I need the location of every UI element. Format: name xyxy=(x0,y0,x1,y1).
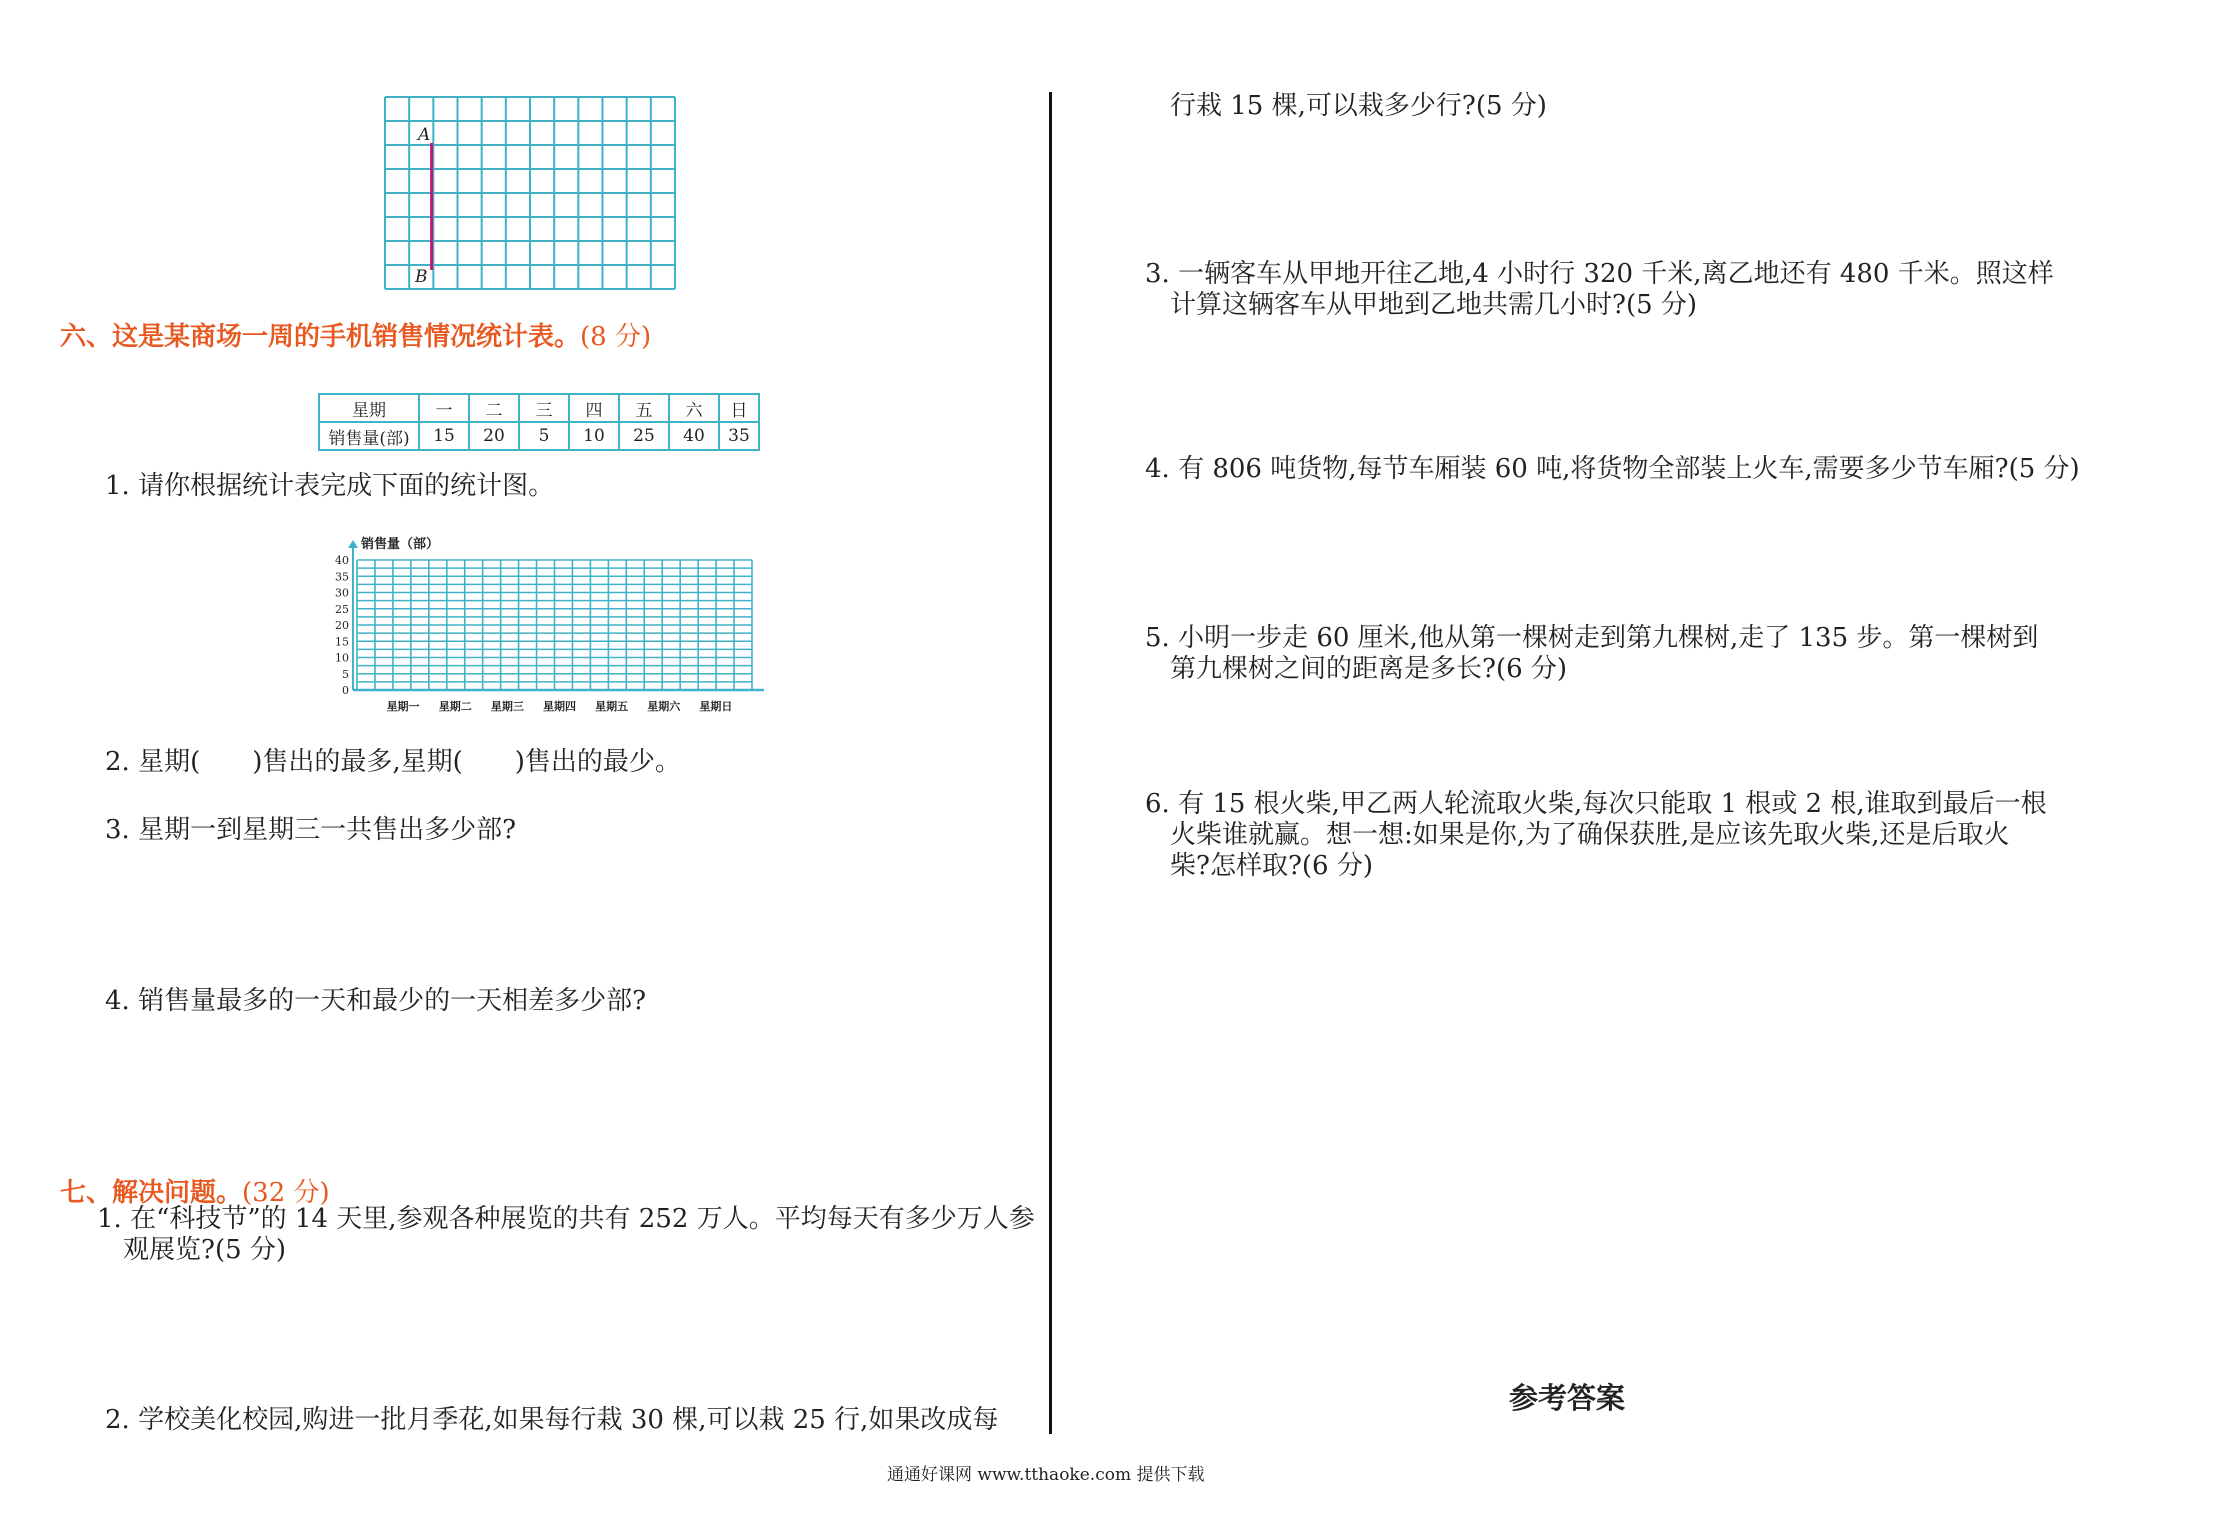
x-tick-label: 星期二 xyxy=(438,700,472,713)
section-6-score: (8 分) xyxy=(580,322,652,352)
table-value: 5 xyxy=(519,422,569,450)
section-7-q6-line3: 柴?怎样取?(6 分) xyxy=(1170,851,1373,881)
table-value: 40 xyxy=(669,422,719,450)
section-7-title: 七、解决问题。 xyxy=(60,1178,243,1208)
x-tick-label: 星期六 xyxy=(647,700,681,713)
x-tick-label: 星期五 xyxy=(595,700,629,713)
table-value: 25 xyxy=(619,422,669,450)
point-a-label: A xyxy=(418,125,431,145)
section-7-q1-line1: 1. 在“科技节”的 14 天里,参观各种展览的共有 252 万人。平均每天有多少万人参 xyxy=(97,1204,1035,1234)
y-tick-label: 30 xyxy=(335,586,349,600)
section-6-title: 六、这是某商场一周的手机销售情况统计表。 xyxy=(60,322,581,352)
section-6-q1: 1. 请你根据统计表完成下面的统计图。 xyxy=(105,471,555,501)
table-value: 10 xyxy=(569,422,619,450)
column-divider xyxy=(1049,92,1052,1434)
section-7-q5-line2: 第九棵树之间的距离是多长?(6 分) xyxy=(1170,654,1568,684)
table-day: 二 xyxy=(469,394,519,422)
section-6-q2: 2. 星期( )售出的最多,星期( )售出的最少。 xyxy=(105,747,681,777)
section-7-q2-line1: 2. 学校美化校园,购进一批月季花,如果每行栽 30 棵,可以栽 25 行,如果改成每 xyxy=(105,1405,999,1435)
table-day: 六 xyxy=(669,394,719,422)
x-tick-label: 星期一 xyxy=(386,700,420,713)
point-b-label: B xyxy=(415,267,428,287)
section-7-q2-line2: 行栽 15 棵,可以栽多少行?(5 分) xyxy=(1170,91,1547,121)
table-value-row xyxy=(319,422,759,450)
y-tick-label: 15 xyxy=(335,635,349,649)
y-tick-label: 5 xyxy=(342,667,349,681)
y-tick-label: 10 xyxy=(335,651,349,665)
section-7-q6-line1: 6. 有 15 根火柴,甲乙两人轮流取火柴,每次只能取 1 根或 2 根,谁取到最后一根 xyxy=(1145,789,2047,819)
answer-key-title: 参考答案 xyxy=(1509,1381,1626,1415)
y-axis-arrow-icon xyxy=(348,540,358,548)
y-tick-label: 20 xyxy=(335,619,349,632)
y-tick-label: 35 xyxy=(335,570,349,584)
table-day: 日 xyxy=(719,394,759,422)
table-day: 五 xyxy=(619,394,669,422)
y-tick-label: 0 xyxy=(342,684,349,697)
table-row-label: 销售量(部) xyxy=(319,422,419,450)
sales-bar-chart xyxy=(315,530,775,714)
y-axis-label: 销售量（部） xyxy=(361,537,440,552)
table-value: 15 xyxy=(419,422,469,450)
x-tick-label: 星期三 xyxy=(490,700,524,713)
y-tick-label: 25 xyxy=(335,602,349,616)
section-7-q3-line1: 3. 一辆客车从甲地开往乙地,4 小时行 320 千米,离乙地还有 480 千米。照这样 xyxy=(1145,259,2054,289)
footer-source: 通通好课网 www.tthaoke.com 提供下载 xyxy=(887,1465,1205,1485)
section-6-heading xyxy=(60,316,651,353)
table-day: 四 xyxy=(569,394,619,422)
sales-table xyxy=(318,393,760,451)
section-6-q3: 3. 星期一到星期三一共售出多少部? xyxy=(105,815,517,845)
x-tick-label: 星期四 xyxy=(543,700,576,713)
x-tick-label: 星期日 xyxy=(699,700,733,713)
table-value: 20 xyxy=(469,422,519,450)
table-header-row xyxy=(319,394,759,422)
section-7-q1-line2: 观展览?(5 分) xyxy=(123,1235,287,1265)
section-7-q4: 4. 有 806 吨货物,每节车厢装 60 吨,将货物全部装上火车,需要多少节车厢?(5 分) xyxy=(1145,454,2080,484)
section-6-q4: 4. 销售量最多的一天和最少的一天相差多少部? xyxy=(105,986,647,1016)
y-tick-label: 40 xyxy=(335,554,349,567)
table-day: 三 xyxy=(519,394,569,422)
section-7-q3-line2: 计算这辆客车从甲地到乙地共需几小时?(5 分) xyxy=(1170,290,1698,320)
table-header-label: 星期 xyxy=(319,394,419,422)
section-7-score: (32 分) xyxy=(242,1178,330,1208)
section-7-q5-line1: 5. 小明一步走 60 厘米,他从第一棵树走到第九棵树,走了 135 步。第一棵树到 xyxy=(1145,623,2039,653)
section-7-q6-line2: 火柴谁就赢。想一想:如果是你,为了确保获胜,是应该先取火柴,还是后取火 xyxy=(1170,820,2010,850)
table-value: 35 xyxy=(719,422,759,450)
table-day: 一 xyxy=(419,394,469,422)
